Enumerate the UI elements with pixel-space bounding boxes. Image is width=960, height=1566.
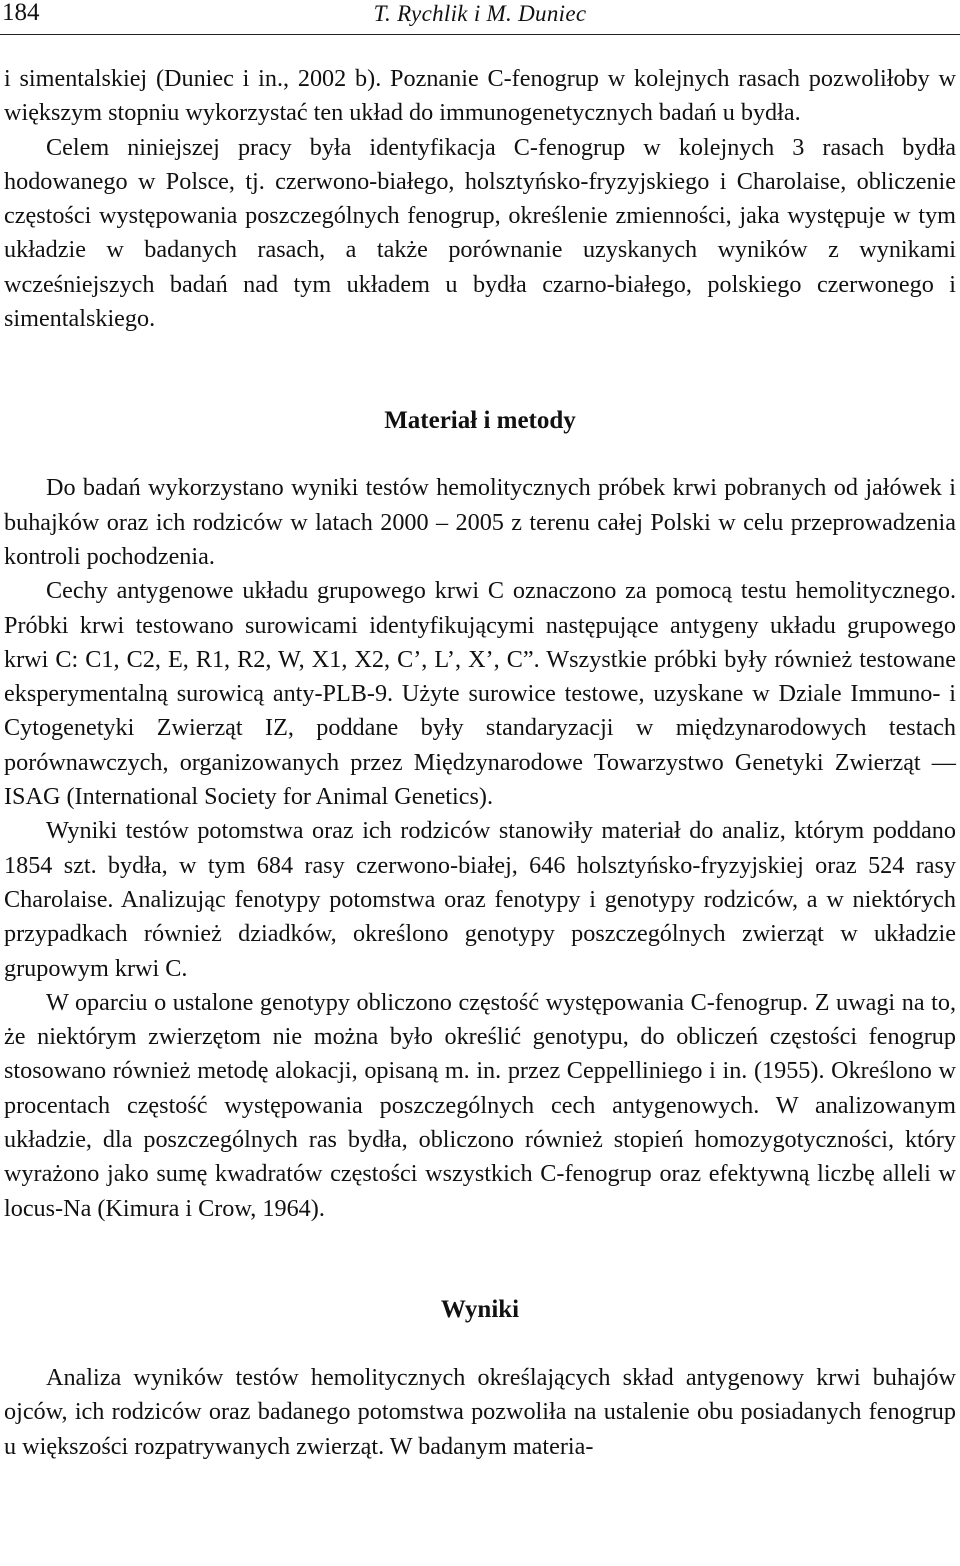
intro-continuation-paragraph: i simentalskiej (Duniec i in., 2002 b). Poznanie C-fenogrup w kolejnych rasach pozwoliłoby w większym stopniu wykorzystać ten układ do immunogenetycznych badań u bydła. [4,65,956,127]
materials-paragraph-2: Cechy antygenowe układu grupowego krwi C oznaczono za pomocą testu hemolitycznego. Próbki krwi testowano surowicami identyfikującymi następujące antygeny układu grupowego krwi C: C1, C2, E, R1, R2, W, X1, X2, C’, L’, X’, C”. Wszystkie próbki były również testowane eksperymentalną surowicą anty-PLB-9. Użyte surowice testowe, uzyskane w Dziale Immuno- i Cytogenetyki Zwierząt IZ, poddane były standaryzacji w międzynarodowych testach porównawczych, organizowanych przez Międzynarodowe Towarzystwo Genetyki Zwierząt — ISAG (International Society for Animal Genetics). [4,577,956,811]
materials-paragraph-1: Do badań wykorzystano wyniki testów hemolitycznych próbek krwi pobranych od jałówek i buhajków oraz ich rodziców w latach 2000 – 2005 z terenu całej Polski w celu przeprowadzenia kontroli pochodzenia. [4,474,956,570]
materials-paragraph-3: Wyniki testów potomstwa oraz ich rodziców stanowiły materiał do analiz, którym poddano 1854 szt. bydła, w tym 684 rasy czerwono-białej, 646 holsztyńsko-fryzyjskiej oraz 524 rasy Charolaise. Analizując fenotypy potomstwa oraz fenotypy i genotypy rodziców, a w niektórych przypadkach również dziadków, określono genotypy poszczególnych zwierząt w układzie grupowym krwi C. [4,817,956,982]
aim-paragraph: Celem niniejszej pracy była identyfikacja C-fenogrup w kolejnych 3 rasach bydła hodowanego w Polsce, tj. czerwono-białego, holsztyńsko-fryzyjskiego i Charolaise, obliczenie częstości występowania poszczególnych fenogrup, określenie zmienności, jaka występuje w tym układzie w badanych rasach, a także porównanie uzyskanych wyników z wynikami wcześniejszych badań nad tym układem u bydła czarno-białego, polskiego czerwonego i simentalskiego. [4,133,956,333]
results-paragraph: Analiza wyników testów hemolitycznych określających skład antygenowy krwi buhajów ojców, ich rodziców oraz badanego potomstwa pozwoliła na ustalenie obu posiadanych fenogrup u większości rozpatrywanych zwierząt. W badanym materia- [4,1363,956,1460]
running-header [0,0,960,35]
section-heading-materials-methods: Materiał i metody [384,407,576,435]
article-body [4,62,956,1464]
page-number: 184 [2,0,40,26]
materials-paragraph-4: W oparciu o ustalone genotypy obliczono częstość występowania C-fenogrup. Z uwagi na to, że niektórym zwierzętom nie można było określić genotypu, do obliczeń częstości fenogrup stosowano również metodę alokacji, opisaną m. in. przez Ceppelliniego i in. (1955). Określono w procentach częstość występowania poszczególnych cech antygenowych. W analizowanym układzie, dla poszczególnych ras bydła, obliczono również stopień homozygotyczności, który wyrażono jako sumę kwadratów częstości wszystkich C-fenogrup oraz efektywną liczbę alleli w locus-Na (Kimura i Crow, 1964). [4,988,956,1222]
section-heading-results: Wyniki [440,1295,520,1323]
running-header-authors: T. Rychlik i M. Duniec [373,1,587,26]
